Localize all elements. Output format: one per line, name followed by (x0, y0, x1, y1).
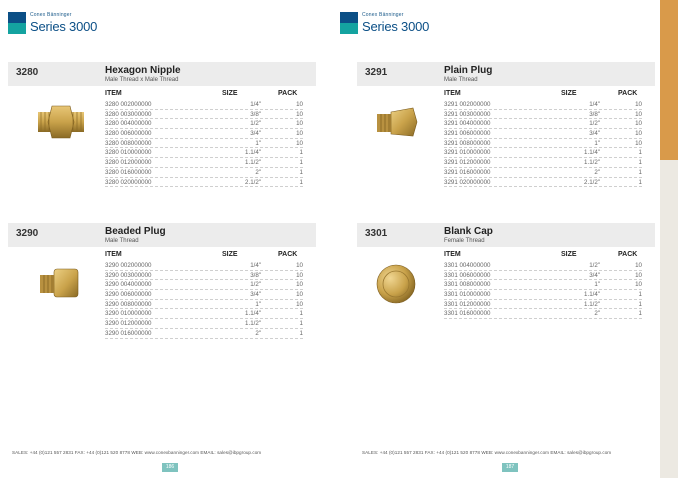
cell-pack: 1 (299, 168, 303, 176)
table-row (444, 168, 642, 178)
cell-size: 3/4" (589, 271, 600, 279)
col-header-size: SIZE (561, 90, 577, 97)
brand-company: Conex Bänninger (30, 12, 72, 18)
section-blank-cap (357, 223, 655, 343)
cell-pack: 10 (296, 300, 303, 308)
cell-item: 3280 016000000 (105, 168, 152, 176)
table-row (105, 110, 303, 120)
cell-item: 3301 006000000 (444, 271, 491, 279)
table-row (444, 119, 642, 129)
brand-logo (340, 12, 450, 38)
cell-size: 1.1/4" (245, 149, 261, 157)
section-code: 3280 (16, 67, 39, 78)
cell-size: 3/4" (250, 291, 261, 299)
table-row (444, 178, 642, 188)
cell-item: 3280 008000000 (105, 139, 152, 147)
cell-item: 3301 012000000 (444, 300, 491, 308)
cell-pack: 1 (299, 159, 303, 167)
cell-size: 1" (255, 139, 261, 147)
cell-pack: 10 (635, 120, 642, 128)
table-row (105, 319, 303, 329)
cell-pack: 1 (638, 178, 642, 186)
section-code: 3301 (365, 228, 388, 239)
table-row (105, 329, 303, 339)
table-row (444, 139, 642, 149)
cell-pack: 1 (299, 320, 303, 328)
cell-item: 3291 004000000 (444, 120, 491, 128)
cell-pack: 10 (296, 139, 303, 147)
col-header-item: ITEM (105, 251, 122, 258)
table-row (105, 300, 303, 310)
product-table (105, 261, 303, 339)
table-row (105, 129, 303, 139)
cell-pack: 10 (635, 281, 642, 289)
cell-size: 2" (255, 329, 261, 337)
cell-item: 3280 002000000 (105, 101, 152, 108)
table-row (105, 261, 303, 271)
cell-pack: 10 (635, 262, 642, 269)
page-number: 186 (162, 463, 178, 472)
section-description: Male Thread (444, 77, 478, 83)
table-row (444, 290, 642, 300)
cell-item: 3280 010000000 (105, 149, 152, 157)
cell-item: 3291 010000000 (444, 149, 491, 157)
section-header (357, 62, 655, 86)
table-row (105, 271, 303, 281)
hexagon-nipple-image (36, 102, 86, 142)
cell-item: 3291 008000000 (444, 139, 491, 147)
table-row (105, 119, 303, 129)
col-header-size: SIZE (561, 251, 577, 258)
cell-item: 3290 010000000 (105, 310, 152, 318)
section-description: Male Thread x Male Thread (105, 77, 179, 83)
beaded-plug-image (36, 263, 82, 303)
section-title: Beaded Plug (105, 226, 166, 237)
cell-size: 1/4" (589, 101, 600, 108)
cell-pack: 10 (296, 120, 303, 128)
cell-item: 3280 020000000 (105, 178, 152, 186)
section-title: Blank Cap (444, 226, 493, 237)
plain-plug-image (373, 104, 421, 142)
col-header-pack: PACK (618, 251, 638, 258)
product-table (105, 100, 303, 187)
cell-size: 1.1/2" (584, 300, 600, 308)
cell-pack: 1 (638, 291, 642, 299)
spine-accent-tab (660, 0, 678, 160)
cell-size: 2" (255, 168, 261, 176)
cell-item: 3290 016000000 (105, 329, 152, 337)
section-title: Plain Plug (444, 65, 493, 76)
cell-pack: 10 (296, 271, 303, 279)
section-header (357, 223, 655, 247)
cell-item: 3301 016000000 (444, 310, 491, 318)
cell-pack: 10 (296, 130, 303, 138)
cell-item: 3290 003000000 (105, 271, 152, 279)
cell-size: 3/4" (250, 130, 261, 138)
cell-item: 3291 002000000 (444, 101, 491, 108)
cell-pack: 10 (296, 291, 303, 299)
table-row (444, 129, 642, 139)
section-header (8, 223, 316, 247)
page-number: 187 (502, 463, 518, 472)
cell-pack: 10 (296, 101, 303, 108)
cell-size: 1" (255, 300, 261, 308)
left-page (0, 0, 330, 478)
footer-contact: SALES: +44 (0)121 557 2831 FAX: +44 (0)121 520 8778 WEB: www.conexbanninger.com EMAIL: sales@ibpgroup.com (362, 450, 612, 455)
brand-mark-icon (8, 12, 26, 34)
table-row (444, 100, 642, 110)
cell-size: 1.1/4" (584, 291, 600, 299)
brand-company: Conex Bänninger (362, 12, 404, 18)
cell-item: 3291 003000000 (444, 110, 491, 118)
col-header-size: SIZE (222, 90, 238, 97)
cell-pack: 1 (299, 329, 303, 337)
table-row (105, 148, 303, 158)
footer-contact: SALES: +44 (0)121 557 2831 FAX: +44 (0)121 520 8778 WEB: www.conexbanninger.com EMAIL: sales@ibpgroup.com (12, 450, 262, 455)
cell-size: 1/2" (589, 120, 600, 128)
product-table (444, 100, 642, 187)
cell-item: 3290 002000000 (105, 262, 152, 269)
cell-item: 3291 006000000 (444, 130, 491, 138)
section-beaded-plug (8, 223, 316, 363)
cell-size: 3/8" (250, 271, 261, 279)
table-row (444, 271, 642, 281)
cell-item: 3301 004000000 (444, 262, 491, 269)
table-row (105, 178, 303, 188)
col-header-pack: PACK (278, 90, 298, 97)
cell-size: 1.1/4" (245, 310, 261, 318)
cell-pack: 1 (638, 310, 642, 318)
cell-size: 2.1/2" (245, 178, 261, 186)
cell-size: 1.1/4" (584, 149, 600, 157)
section-description: Female Thread (444, 238, 485, 244)
cell-item: 3301 008000000 (444, 281, 491, 289)
brand-series: Series 3000 (30, 19, 98, 34)
table-row (105, 168, 303, 178)
cell-pack: 10 (296, 281, 303, 289)
cell-item: 3291 016000000 (444, 168, 491, 176)
table-row (444, 110, 642, 120)
section-hexagon-nipple (8, 62, 316, 212)
cell-size: 3/8" (589, 110, 600, 118)
cell-size: 1" (594, 139, 600, 147)
table-row (105, 280, 303, 290)
cell-size: 2" (594, 168, 600, 176)
cell-pack: 1 (299, 149, 303, 157)
cell-size: 1/4" (250, 262, 261, 269)
cell-pack: 10 (635, 271, 642, 279)
cell-size: 1/2" (250, 281, 261, 289)
cell-pack: 1 (638, 168, 642, 176)
cell-pack: 10 (635, 130, 642, 138)
col-header-pack: PACK (278, 251, 298, 258)
brand-logo (8, 12, 118, 38)
table-row (105, 139, 303, 149)
brand-series: Series 3000 (362, 19, 430, 34)
col-header-item: ITEM (444, 251, 461, 258)
cell-item: 3280 012000000 (105, 159, 152, 167)
cell-pack: 10 (635, 101, 642, 108)
cell-size: 3/4" (589, 130, 600, 138)
cell-pack: 10 (635, 139, 642, 147)
cell-size: 2.1/2" (584, 178, 600, 186)
col-header-item: ITEM (444, 90, 461, 97)
section-plain-plug (357, 62, 655, 212)
cell-item: 3291 020000000 (444, 178, 491, 186)
cell-item: 3290 008000000 (105, 300, 152, 308)
col-header-size: SIZE (222, 251, 238, 258)
cell-item: 3280 006000000 (105, 130, 152, 138)
col-header-item: ITEM (105, 90, 122, 97)
cell-item: 3291 012000000 (444, 159, 491, 167)
cell-size: 1/2" (589, 262, 600, 269)
product-table (444, 261, 642, 319)
table-row (444, 309, 642, 319)
right-page (338, 0, 660, 478)
table-row (105, 309, 303, 319)
cell-item: 3290 004000000 (105, 281, 152, 289)
cell-pack: 1 (299, 310, 303, 318)
section-title: Hexagon Nipple (105, 65, 181, 76)
cell-size: 1" (594, 281, 600, 289)
col-header-pack: PACK (618, 90, 638, 97)
section-code: 3290 (16, 228, 39, 239)
cell-size: 1/4" (250, 101, 261, 108)
brand-mark-icon (340, 12, 358, 34)
table-row (444, 148, 642, 158)
cell-pack: 10 (296, 110, 303, 118)
cell-item: 3301 010000000 (444, 291, 491, 299)
section-header (8, 62, 316, 86)
cell-pack: 1 (638, 159, 642, 167)
cell-size: 1/2" (250, 120, 261, 128)
cell-size: 3/8" (250, 110, 261, 118)
cell-size: 1.1/2" (245, 159, 261, 167)
table-row (105, 290, 303, 300)
section-code: 3291 (365, 67, 388, 78)
cell-size: 1.1/2" (584, 159, 600, 167)
cell-item: 3290 012000000 (105, 320, 152, 328)
cell-item: 3290 006000000 (105, 291, 152, 299)
cell-pack: 1 (638, 300, 642, 308)
cell-item: 3280 004000000 (105, 120, 152, 128)
table-row (105, 158, 303, 168)
cell-size: 2" (594, 310, 600, 318)
table-row (444, 300, 642, 310)
blank-cap-image (375, 263, 417, 305)
cell-size: 1.1/2" (245, 320, 261, 328)
table-row (105, 100, 303, 110)
cell-item: 3280 003000000 (105, 110, 152, 118)
cell-pack: 1 (299, 178, 303, 186)
cell-pack: 1 (638, 149, 642, 157)
table-row (444, 158, 642, 168)
table-row (444, 280, 642, 290)
table-row (444, 261, 642, 271)
cell-pack: 10 (296, 262, 303, 269)
cell-pack: 10 (635, 110, 642, 118)
section-description: Male Thread (105, 238, 139, 244)
